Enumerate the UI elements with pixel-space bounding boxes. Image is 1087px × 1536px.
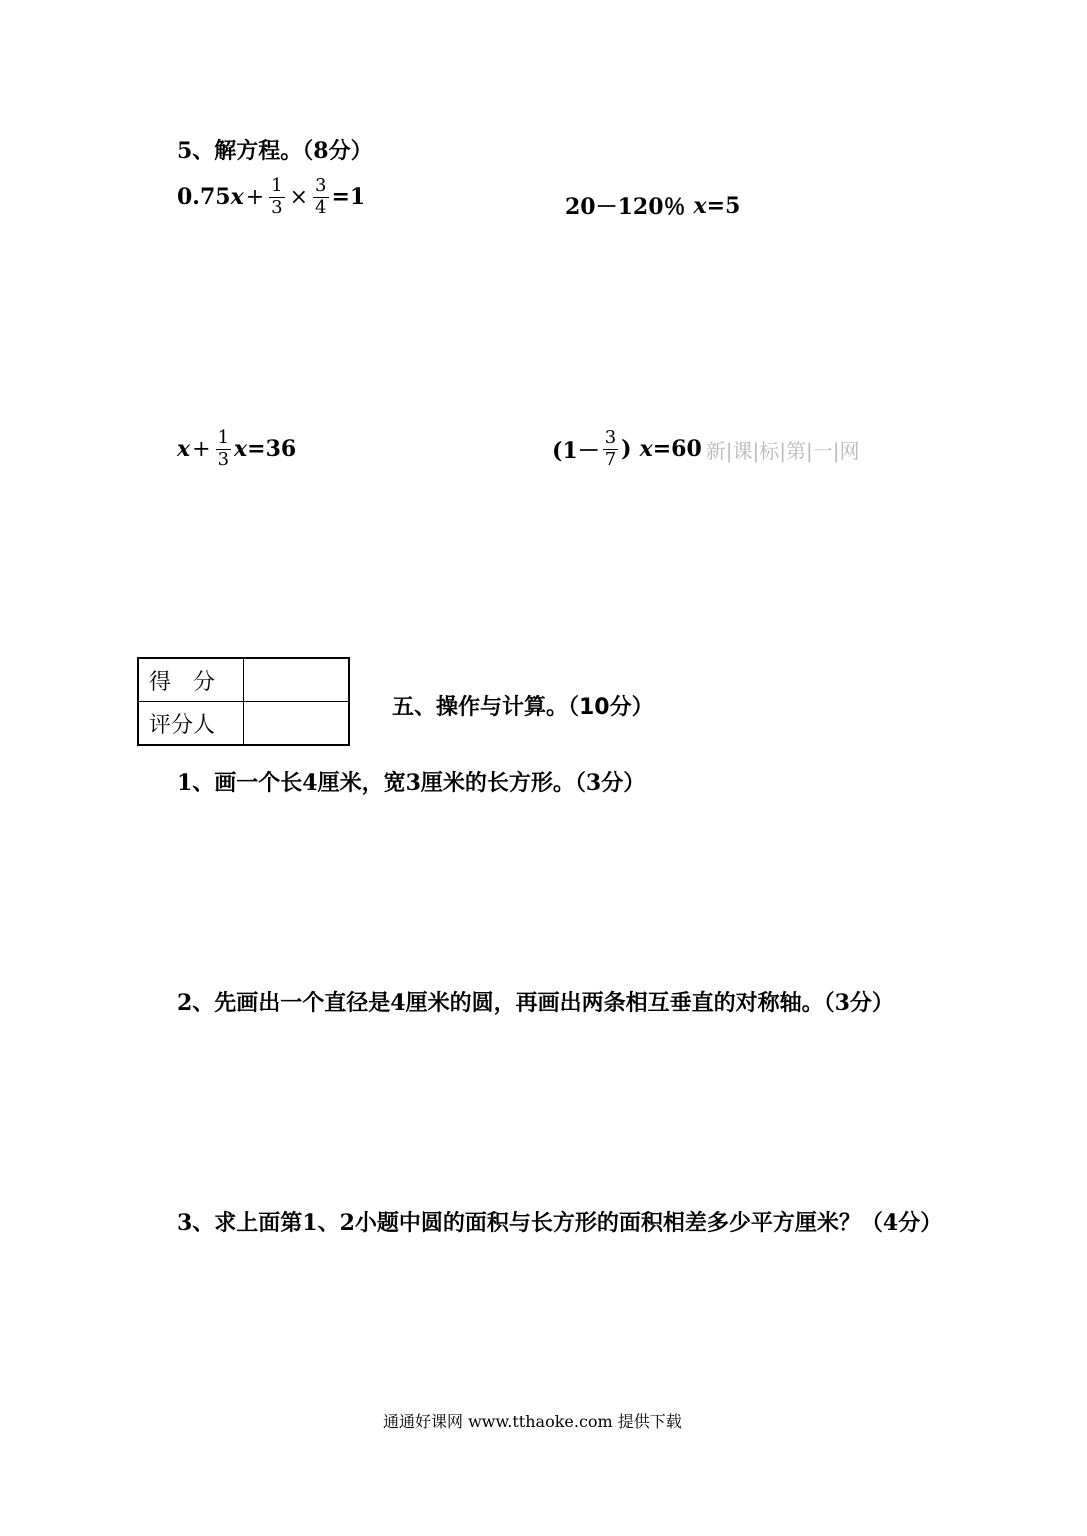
eq4-fraction-numerator: 3 xyxy=(604,427,617,448)
eq4-rhs: =60 xyxy=(652,436,702,463)
question-2: 2、先画出一个直径是4厘米的圆，再画出两条相互垂直的对称轴。（3分） xyxy=(177,990,894,1016)
eq3-plus: + xyxy=(192,436,211,462)
score-row xyxy=(138,658,349,702)
eq1-rhs: =1 xyxy=(331,184,366,211)
eq3-fraction-denominator: 3 xyxy=(217,448,230,470)
eq1-fraction-1-denominator: 3 xyxy=(271,196,283,218)
eq3-variable-2: x xyxy=(234,436,248,463)
eq4-fraction xyxy=(603,428,618,470)
score-table xyxy=(137,657,350,746)
question-heading-5: 5、解方程。（8分） xyxy=(177,138,373,164)
question-3: 3、求上面第1、2小题中圆的面积与长方形的面积相差多少平方厘米？（4分） xyxy=(177,1210,943,1236)
footer-credit: 通通好课网 www.tthaoke.com 提供下载 xyxy=(383,1412,682,1431)
equation-2 xyxy=(565,190,740,221)
eq1-variable: x xyxy=(230,184,244,211)
watermark-text: 新|课|标|第|一|网 xyxy=(705,438,860,463)
eq1-plus: + xyxy=(245,184,265,210)
grader-row xyxy=(138,702,349,746)
grader-blank-cell[interactable] xyxy=(244,702,350,746)
eq2-rhs: =5 xyxy=(706,192,741,219)
eq2-variable: x xyxy=(693,192,707,219)
eq4-close: ) xyxy=(621,436,632,463)
eq4-open: (1－ xyxy=(552,437,600,464)
eq3-rhs: =36 xyxy=(247,436,297,463)
eq4-fraction-denominator: 7 xyxy=(604,448,617,470)
score-blank-cell[interactable] xyxy=(244,658,350,702)
equation-1 xyxy=(177,176,365,218)
section-heading-ops: 五、操作与计算。（10分） xyxy=(392,695,654,720)
eq4-variable: x xyxy=(639,436,653,463)
eq3-fraction-numerator: 1 xyxy=(217,427,230,448)
eq1-fraction-1-numerator: 1 xyxy=(271,175,283,196)
eq1-fraction-2-denominator: 4 xyxy=(315,196,327,218)
eq1-fraction-1 xyxy=(269,176,284,218)
eq1-fraction-2-numerator: 3 xyxy=(315,175,327,196)
eq1-times: × xyxy=(289,184,309,210)
eq1-coefficient: 0.75 xyxy=(177,184,231,211)
grader-label: 评分人 xyxy=(138,702,244,746)
equation-3 xyxy=(177,428,296,470)
eq1-fraction-2 xyxy=(313,176,328,218)
equation-4 xyxy=(552,428,859,470)
eq2-lhs: 20－120％ xyxy=(565,194,686,220)
eq3-variable-1: x xyxy=(177,436,191,463)
score-label: 得 分 xyxy=(138,658,244,702)
eq3-fraction xyxy=(216,428,231,470)
question-1: 1、画一个长4厘米，宽3厘米的长方形。（3分） xyxy=(177,770,646,796)
